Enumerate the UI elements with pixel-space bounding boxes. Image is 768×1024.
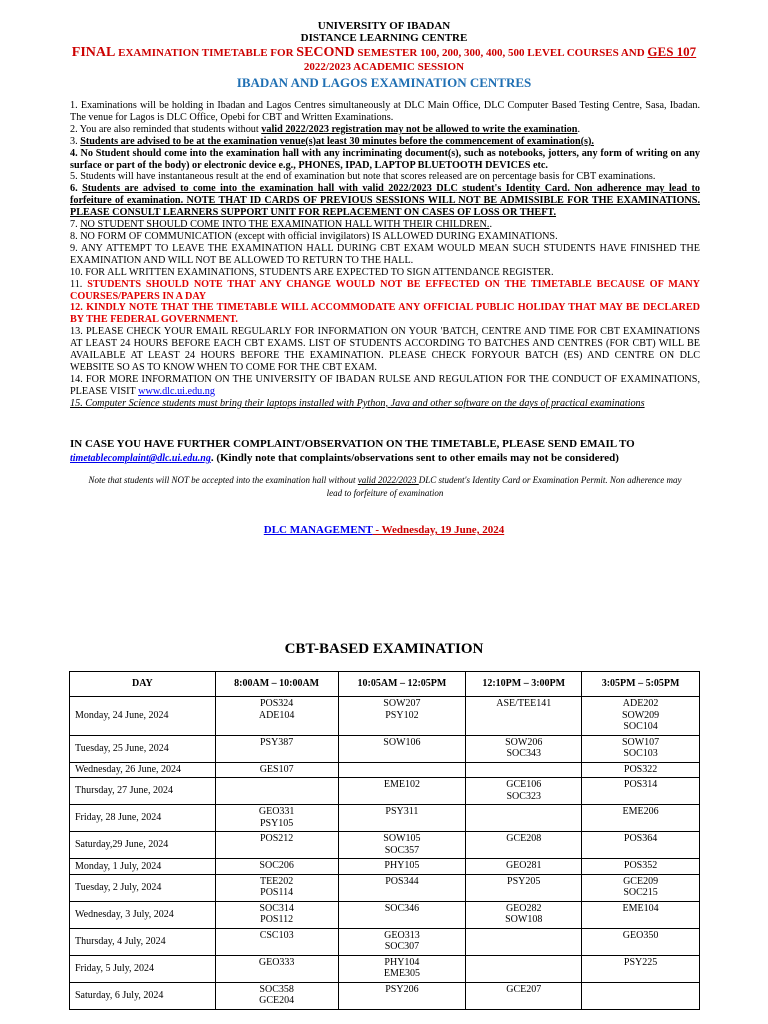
course-code: ASE/TEE141	[496, 698, 552, 709]
course-code: SOW108	[505, 914, 543, 925]
day-cell: Tuesday, 25 June, 2024	[70, 735, 216, 762]
course-cell	[582, 955, 700, 982]
day-cell: Monday, 24 June, 2024	[70, 697, 216, 736]
centres-title: IBADAN AND LAGOS EXAMINATION CENTRES	[236, 75, 532, 90]
rule-7-end: .	[489, 219, 492, 231]
rule-4: 4. No Student should come into the examination hall with any incriminating document(s), such as notebooks, jotters, any form of writing on any surface or part of the body) or electronic device e.g., PHONES, IPAD, LAPTOP BLUETOOTH DEVICES etc.	[70, 147, 700, 171]
session-title: 2022/2023 ACADEMIC SESSION	[303, 61, 465, 73]
course-cell	[466, 762, 582, 778]
course-cell	[215, 697, 338, 736]
course-code: GEO331	[258, 806, 295, 817]
course-code: SOC104	[623, 721, 658, 732]
dlc-website-link[interactable]: www.dlc.ui.edu.ng	[138, 385, 215, 397]
header-slot-1: 8:00AM – 10:00AM	[215, 672, 338, 697]
course-code: GEO333	[258, 956, 295, 968]
rule-2-end: .	[577, 123, 580, 135]
course-cell	[582, 735, 700, 762]
course-cell	[582, 982, 700, 1009]
course-code: SOC103	[623, 748, 658, 759]
rule-11-text: STUDENTS SHOULD NOTE THAT ANY CHANGE WOULD NOT BE EFFECTED ON THE TIMETABLE BECAUSE OF MANY COURSES/PAPERS IN A DAY	[70, 278, 700, 302]
course-cell	[466, 955, 582, 982]
rule-13: 13. PLEASE CHECK YOUR EMAIL REGULARLY FOR INFORMATION ON YOUR 'BATCH, CENTRE AND TIME FOR CBT EXAMINATIONS AT LEAST 24 HOURS BEFORE EACH CBT EXAMS. LIST OF STUDENTS ACCORDING TO BATCHES AND CENTRES (FOR CBT) WILL BE AVAILABLE AT LEAST 24 HOURS BEFORE THE EXAMINATION. PLEASE CHECK FORYOUR BATCH (ES) AND CENTRE ON DLC WEBSITE SO AS TO KNOW WHEN TO COME FOR THE CBT EXAM.	[70, 326, 700, 373]
rule-3-text: Students are advised to be at the examination venue(s)at least 30 minutes before the commencement of examination(s).	[80, 135, 594, 147]
course-cell	[338, 901, 466, 928]
course-cell	[338, 762, 466, 778]
course-code: SOW209	[621, 709, 660, 721]
course-code: POS114	[260, 887, 294, 898]
course-cell	[338, 832, 466, 859]
title-ges: GES 107	[647, 44, 697, 59]
course-code: SOW106	[383, 736, 421, 748]
course-cell	[582, 901, 700, 928]
rule-7-num: 7.	[70, 219, 81, 231]
complaint-note: . (Kindly note that complaints/observations sent to other emails may not be considered)	[210, 452, 619, 464]
id-card-note	[80, 474, 690, 500]
course-code: ADE104	[258, 709, 295, 721]
header-slot-4: 3:05PM – 5:05PM	[582, 672, 700, 697]
course-code: PSY311	[385, 806, 419, 817]
course-cell	[215, 874, 338, 901]
header-day: DAY	[70, 672, 216, 697]
table-row	[70, 697, 700, 736]
management-date: - Wednesday, 19 June, 2024	[372, 524, 505, 536]
rule-11-num: 11.	[70, 278, 88, 290]
management-signature	[0, 524, 768, 536]
course-cell	[466, 832, 582, 859]
course-code: SOC314	[259, 902, 294, 914]
course-code: GCE106	[506, 779, 542, 790]
course-cell	[338, 982, 466, 1009]
title-second: SECOND	[296, 45, 355, 60]
course-code: GCE207	[506, 983, 542, 995]
course-code: GEO282	[505, 902, 542, 914]
course-code: PSY105	[259, 817, 294, 829]
course-cell	[582, 928, 700, 955]
course-code: SOC307	[384, 941, 420, 952]
course-cell	[466, 697, 582, 736]
course-cell	[466, 859, 582, 875]
course-cell	[215, 859, 338, 875]
rule-3-num: 3.	[70, 135, 81, 147]
rule-14	[70, 374, 700, 398]
table-row	[70, 928, 700, 955]
course-code: PSY205	[507, 875, 541, 887]
course-code: SOW206	[505, 736, 543, 748]
day-cell: Thursday, 27 June, 2024	[70, 778, 216, 805]
course-cell	[338, 697, 466, 736]
course-code: EME305	[383, 968, 420, 979]
course-code: SOC323	[506, 790, 541, 802]
timetable-title	[0, 45, 768, 60]
course-code: POS322	[623, 763, 658, 775]
rule-6-num: 6.	[70, 183, 83, 195]
table-row	[70, 955, 700, 982]
day-cell: Friday, 5 July, 2024	[70, 955, 216, 982]
day-cell: Friday, 28 June, 2024	[70, 805, 216, 832]
complaint-notice	[70, 437, 710, 466]
table-row	[70, 832, 700, 859]
course-cell	[466, 874, 582, 901]
note-part-b: valid 2022/2023	[357, 475, 419, 485]
day-cell: Saturday, 6 July, 2024	[70, 982, 216, 1009]
course-code: EME206	[622, 806, 659, 817]
course-code: SOC343	[506, 748, 541, 759]
course-cell	[338, 805, 466, 832]
course-cell	[582, 762, 700, 778]
course-cell	[466, 928, 582, 955]
table-row	[70, 805, 700, 832]
course-code: SOW105	[383, 833, 421, 844]
complaint-text: IN CASE YOU HAVE FURTHER COMPLAINT/OBSERVATION ON THE TIMETABLE, PLEASE SEND EMAIL TO	[70, 438, 635, 450]
course-code: SOW107	[621, 736, 660, 748]
rule-7	[70, 219, 700, 231]
complaint-line	[70, 451, 710, 466]
rule-3	[70, 136, 700, 148]
course-code: CSC103	[259, 929, 294, 941]
title-part: EXAMINATION TIMETABLE FOR	[115, 47, 297, 59]
course-code: ADE202	[622, 698, 659, 709]
course-code: PHY105	[384, 860, 420, 871]
course-cell	[338, 928, 466, 955]
course-cell	[338, 859, 466, 875]
course-code: PSY225	[623, 956, 658, 968]
course-code: PSY102	[385, 709, 419, 721]
table-row	[70, 778, 700, 805]
rule-7-text: NO STUDENT SHOULD COME INTO THE EXAMINATION HALL WITH THEIR CHILDREN.	[80, 219, 490, 231]
course-code: POS112	[260, 914, 294, 925]
course-cell	[215, 805, 338, 832]
rule-14-text: 14. FOR MORE INFORMATION ON THE UNIVERSITY OF IBADAN RULSE AND REGULATION FOR THE CONDUCT OF EXAMINATIONS, PLEASE VISIT	[70, 373, 700, 397]
course-cell	[215, 778, 338, 805]
note-part-a: Note that students will NOT be accepted into the examination hall without	[88, 475, 358, 485]
course-cell	[466, 735, 582, 762]
course-code: POS314	[623, 779, 658, 790]
rule-1: 1. Examinations will be holding in Ibadan and Lagos Centres simultaneously at DLC Main Office, DLC Computer Based Testing Centre, Sasa, Ibadan. The venue for Lagos is DLC Office, Opebi for CBT and Written Examinations.	[70, 100, 700, 123]
course-code: GCE209	[623, 875, 659, 887]
rule-8: 8. NO FORM OF COMMUNICATION (except with official invigilators) IS ALLOWED DURING EXAMINATIONS.	[70, 230, 558, 242]
rule-6	[70, 183, 700, 219]
rule-11	[70, 279, 700, 303]
rule-12: 12. KINDLY NOTE THAT THE TIMETABLE WILL ACCOMMODATE ANY OFFICIAL PUBLIC HOLIDAY THAT MAY BE DECLARED BY THE FEDERAL GOVERNMENT.	[70, 302, 700, 326]
course-cell	[466, 901, 582, 928]
course-cell	[582, 778, 700, 805]
table-row	[70, 859, 700, 875]
rule-6-text: Students are advised to come into the examination hall with valid 2022/2023 DLC student's Identity Card. Non adherence may lead to forfeiture of examination. NOTE THAT ID CARDS OF PREVIOUS SESSIONS WILL NOT BE ADMISSIBLE FOR THE EXAMINATIONS. PLEASE CONSULT LEARNERS SUPPORT UNIT FOR REPLACEMENT ON CASES OF LOSS OR THEFT.	[70, 183, 701, 219]
course-cell	[215, 832, 338, 859]
course-cell	[466, 778, 582, 805]
rule-9: 9. ANY ATTEMPT TO LEAVE THE EXAMINATION HALL DURING CBT EXAM WOULD MEAN SUCH STUDENTS HAVE FINISHED THE EXAMINATION AND WILL NOT BE ALLOWED TO RETURN TO THE HALL.	[70, 242, 700, 266]
rule-15: 15. Computer Science students must bring their laptops installed with Python, Java and other software on the days of practical examinations	[70, 397, 645, 409]
rule-10: 10. FOR ALL WRITTEN EXAMINATIONS, STUDENTS ARE EXPECTED TO SIGN ATTENDANCE REGISTER.	[70, 266, 554, 278]
table-body	[70, 697, 700, 1010]
table-header-row	[70, 672, 700, 697]
course-cell	[338, 955, 466, 982]
course-code: GES107	[259, 763, 294, 775]
table-row	[70, 735, 700, 762]
course-cell	[215, 982, 338, 1009]
centre-name: DISTANCE LEARNING CENTRE	[300, 32, 468, 44]
course-cell	[338, 778, 466, 805]
title-levels: SEMESTER 100, 200, 300, 400, 500 LEVEL COURSES AND	[354, 47, 648, 59]
course-cell	[215, 901, 338, 928]
course-code: PSY206	[385, 983, 419, 995]
course-cell	[215, 762, 338, 778]
day-cell: Saturday,29 June, 2024	[70, 832, 216, 859]
rule-5: 5. Students will have instantaneous result at the end of examination but note that scores released are on percentage basis for CBT examinations.	[70, 171, 656, 183]
table-row	[70, 874, 700, 901]
day-cell: Thursday, 4 July, 2024	[70, 928, 216, 955]
course-cell	[582, 697, 700, 736]
course-cell	[582, 859, 700, 875]
course-cell	[582, 874, 700, 901]
course-cell	[582, 832, 700, 859]
title-final: FINAL	[71, 45, 116, 60]
course-cell	[338, 735, 466, 762]
header-slot-3: 12:10PM – 3:00PM	[466, 672, 582, 697]
table-row	[70, 982, 700, 1009]
management-name: DLC MANAGEMENT	[263, 524, 373, 536]
course-code: SOW207	[383, 698, 421, 709]
course-cell	[582, 805, 700, 832]
course-code: GCE208	[506, 833, 542, 844]
course-code: GCE204	[259, 995, 295, 1006]
rule-2	[70, 124, 700, 136]
course-code: POS352	[623, 860, 658, 871]
course-code: GEO350	[622, 929, 659, 941]
course-code: TEE202	[259, 875, 294, 887]
course-code: SOC358	[259, 983, 294, 995]
course-code: POS324	[259, 698, 294, 709]
day-cell: Wednesday, 26 June, 2024	[70, 762, 216, 778]
course-code: SOC346	[384, 902, 420, 914]
course-code: PHY104	[384, 956, 420, 968]
course-code: POS344	[385, 875, 419, 887]
day-cell: Monday, 1 July, 2024	[70, 859, 216, 875]
table-row	[70, 901, 700, 928]
rule-2-emph: valid 2022/2023 registration may not be allowed to write the examination	[261, 123, 578, 135]
course-code: GEO281	[505, 860, 542, 871]
course-cell	[215, 955, 338, 982]
course-code: POS212	[259, 833, 294, 844]
cbt-timetable	[69, 671, 700, 1010]
table-row	[70, 762, 700, 778]
day-cell: Wednesday, 3 July, 2024	[70, 901, 216, 928]
rule-2-text: 2. You are also reminded that students without	[70, 123, 262, 135]
exam-rules	[70, 100, 700, 410]
course-code: POS364	[623, 833, 658, 844]
university-name: UNIVERSITY OF IBADAN	[317, 20, 451, 32]
note-part-c: DLC student's Identity Card or Examination Permit. Non adherence may lead to forfeiture of examination	[326, 475, 682, 498]
course-code: SOC206	[259, 860, 294, 871]
course-cell	[466, 805, 582, 832]
course-code: EME102	[383, 779, 420, 790]
course-code: SOC357	[384, 844, 420, 856]
course-cell	[215, 928, 338, 955]
course-code: SOC215	[623, 887, 658, 898]
cbt-section-title: CBT-BASED EXAMINATION	[284, 641, 484, 657]
course-code: GEO313	[384, 929, 420, 941]
complaint-email-link[interactable]: timetablecomplaint@dlc.ui.edu.ng	[70, 453, 211, 464]
day-cell: Tuesday, 2 July, 2024	[70, 874, 216, 901]
course-cell	[338, 874, 466, 901]
header-slot-2: 10:05AM – 12:05PM	[338, 672, 466, 697]
course-code: EME104	[622, 902, 659, 914]
course-cell	[215, 735, 338, 762]
course-cell	[466, 982, 582, 1009]
course-code: PSY387	[259, 736, 294, 748]
